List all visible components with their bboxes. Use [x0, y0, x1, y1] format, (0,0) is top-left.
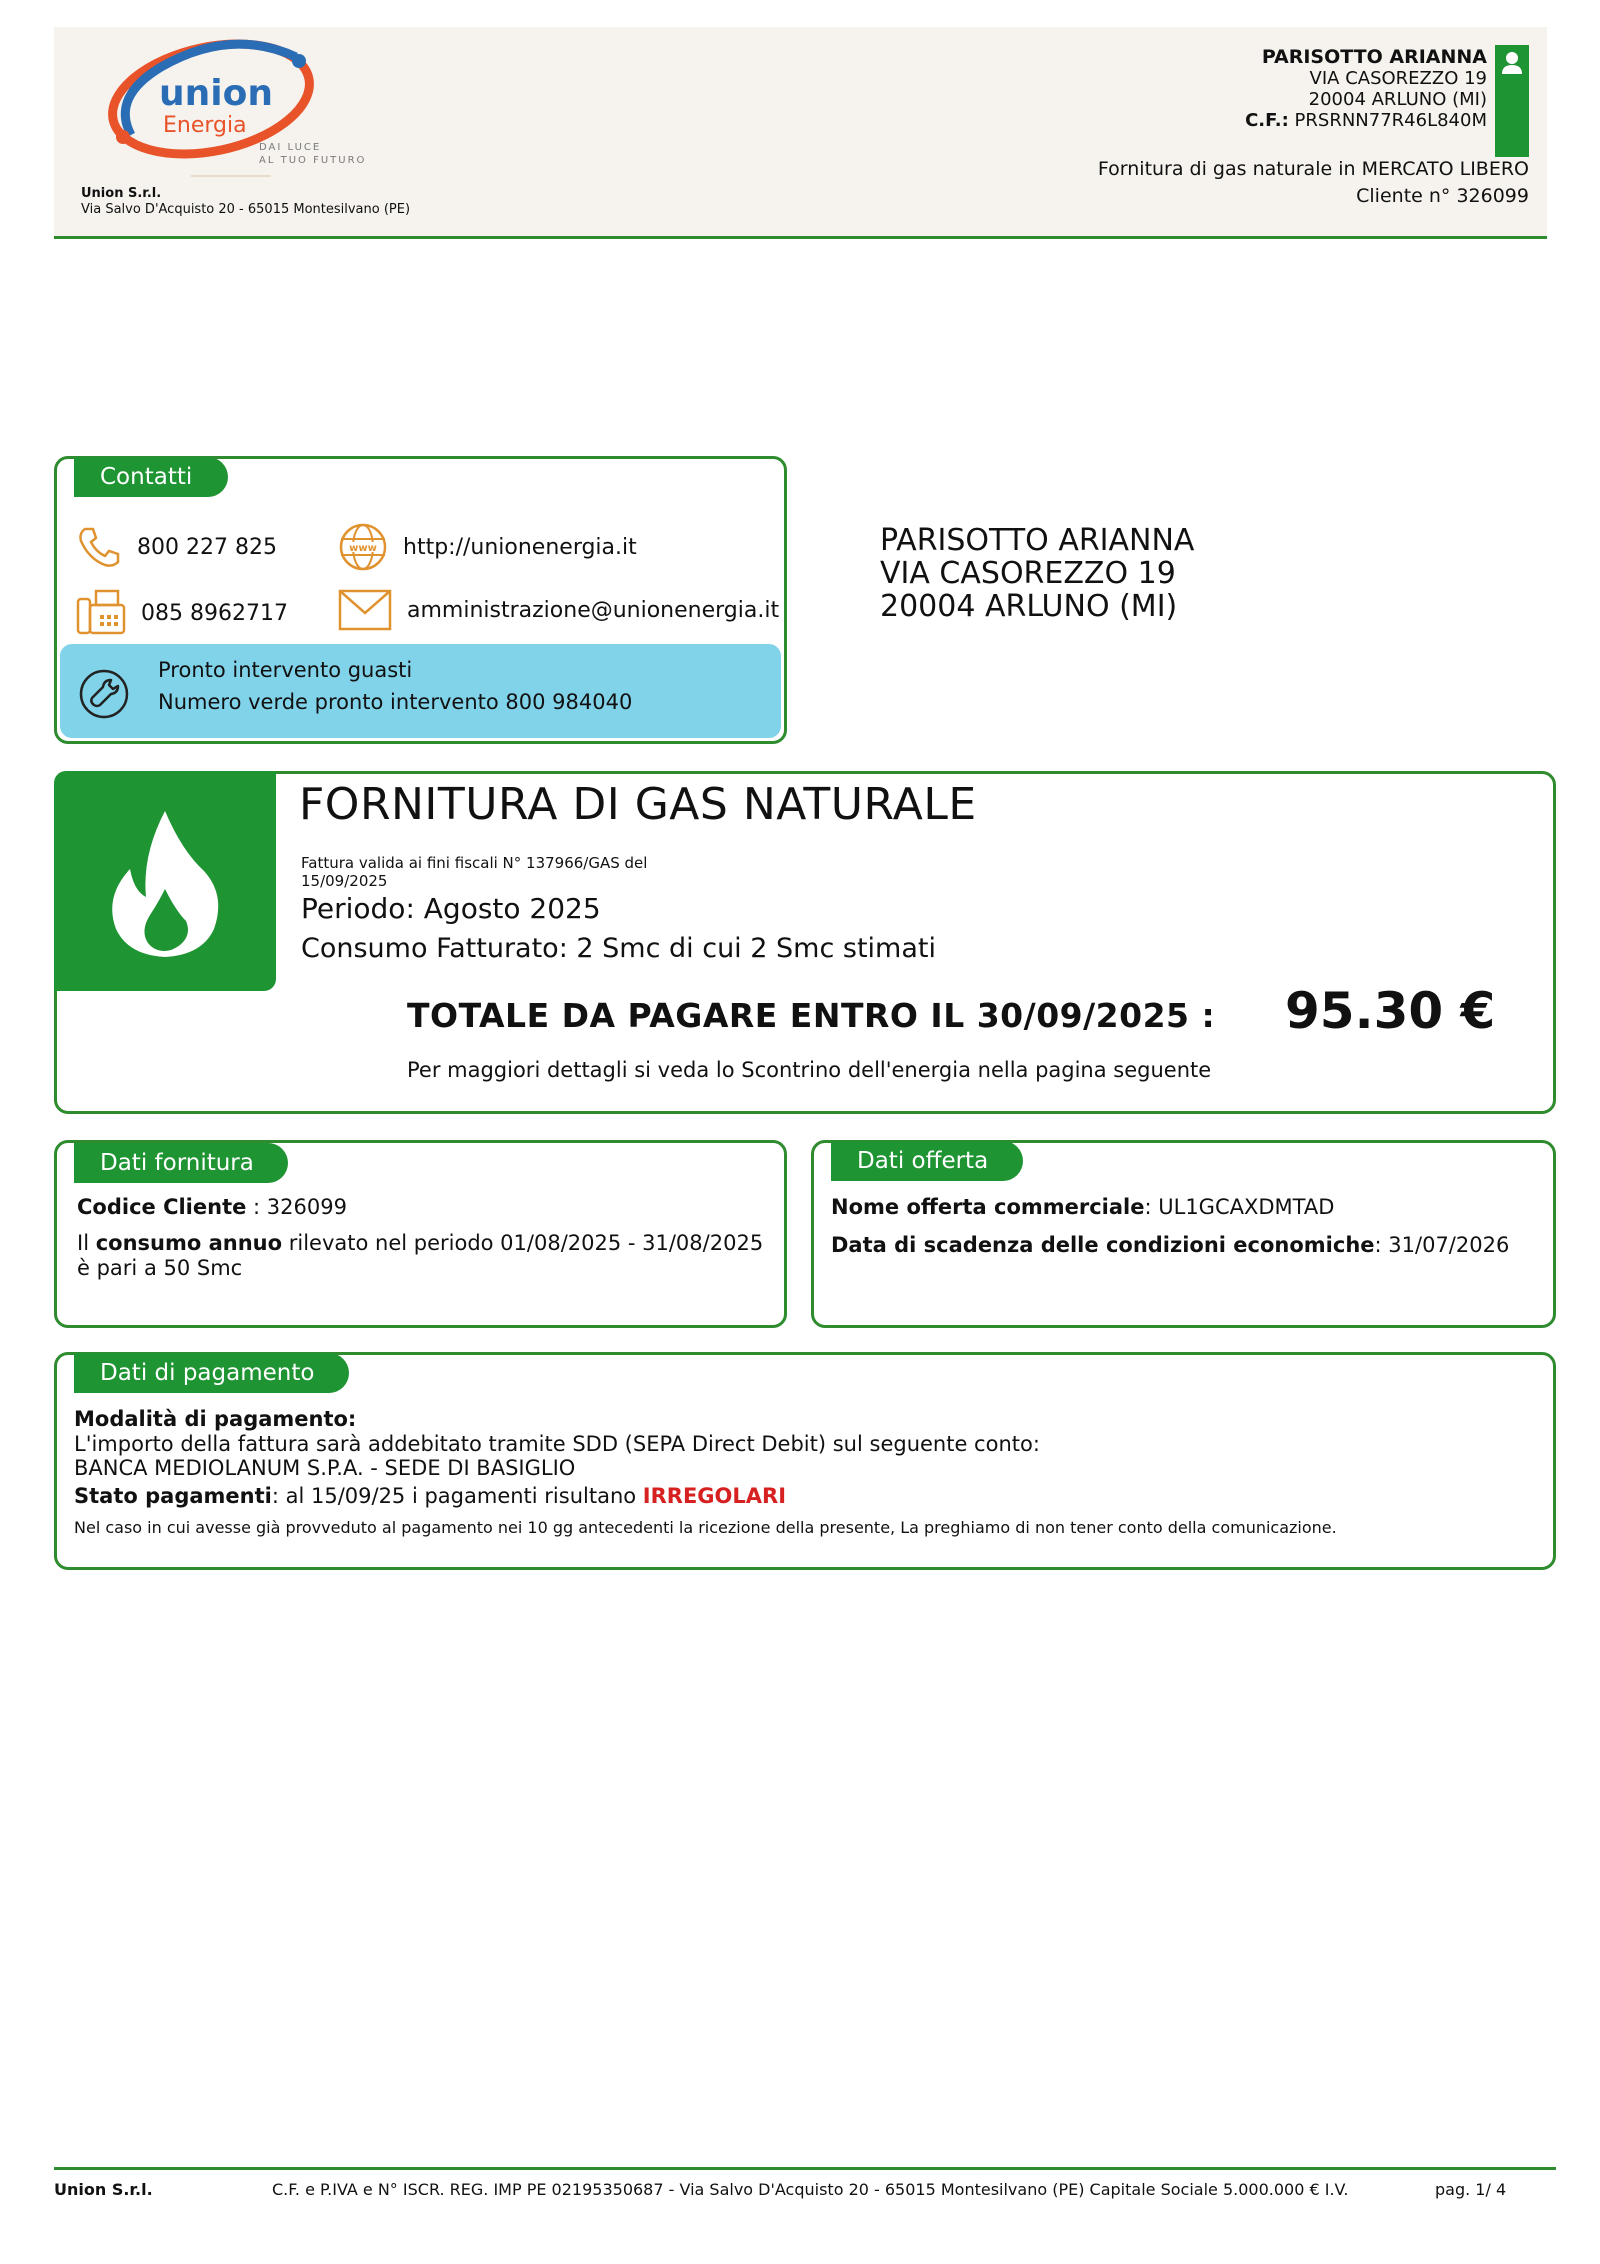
client-number: Cliente n° 326099: [1356, 185, 1529, 207]
supply-data-title: Dati fornitura: [74, 1143, 288, 1183]
wrench-icon: [78, 668, 130, 720]
logo-icon: [91, 27, 381, 187]
total-due-amount: 95.30 €: [1285, 982, 1496, 1040]
contact-fax[interactable]: 085 8962717: [75, 587, 288, 639]
flame-icon: [54, 771, 276, 991]
offer-data-box: [811, 1140, 1556, 1328]
customer-header: [1245, 47, 1487, 131]
customer-street: VIA CASOREZZO 19: [1309, 68, 1487, 89]
offer-name: Nome offerta commerciale: UL1GCAXDMTAD: [831, 1195, 1335, 1219]
offer-expiry: Data di scadenza delle condizioni economiche: 31/07/2026: [831, 1233, 1510, 1257]
details-note: Per maggiori dettagli si veda lo Scontrino dell'energia nella pagina seguente: [407, 1058, 1212, 1082]
company-address: Via Salvo D'Acquisto 20 - 65015 Montesilvano (PE): [81, 202, 411, 217]
payment-note: Nel caso in cui avesse già provveduto al pagamento nei 10 gg antecedenti la ricezione della presente, La preghiamo di non tener conto della comunicazione.: [74, 1518, 1337, 1537]
address-street: VIA CASOREZZO 19: [880, 556, 1176, 591]
supply-header: [1098, 156, 1529, 210]
logo-tagline-1: DAI LUCE: [259, 142, 322, 153]
invoice-meta: Fattura valida ai fini fiscali N° 137966/GAS del 15/09/2025: [301, 854, 648, 890]
logo-tagline-2: AL TUO FUTURO: [259, 155, 367, 166]
payment-data-title: Dati di pagamento: [74, 1353, 349, 1393]
page-number: pag. 1/ 4: [1435, 2180, 1507, 2199]
customer-cf: C.F.: PRSRNN77R46L840M: [1245, 110, 1487, 131]
company-name: Union S.r.l.: [81, 186, 162, 201]
fax-icon: [75, 587, 127, 639]
www-icon: [337, 521, 389, 573]
contact-email[interactable]: amministrazione@unionenergia.it: [337, 585, 779, 635]
billing-period: Periodo: Agosto 2025: [301, 892, 601, 925]
flame-badge: [54, 771, 276, 991]
emergency-banner: [60, 644, 781, 738]
contacts-box: [54, 456, 787, 744]
footer-divider: [54, 2167, 1556, 2170]
annual-consumption: Il consumo annuo rilevato nel periodo 01/08/2025 - 31/08/2025 è pari a 50 Smc: [77, 1231, 764, 1280]
customer-city: 20004 ARLUNO (MI): [1308, 89, 1487, 110]
address-name: PARISOTTO ARIANNA: [880, 523, 1195, 558]
person-badge: [1495, 45, 1529, 157]
supply-title: FORNITURA DI GAS NATURALE: [299, 779, 977, 830]
address-city: 20004 ARLUNO (MI): [880, 589, 1178, 624]
phone-icon: [75, 523, 123, 571]
emergency-title: Pronto intervento guasti: [158, 658, 413, 682]
customer-name: PARISOTTO ARIANNA: [1261, 46, 1487, 68]
contact-phone[interactable]: 800 227 825: [75, 523, 277, 571]
payment-status: Stato pagamenti: al 15/09/25 i pagamenti risultano IRREGOLARI: [74, 1484, 787, 1508]
supply-data-box: [54, 1140, 787, 1328]
svg-text:www: www: [349, 543, 377, 554]
client-code: Codice Cliente : 326099: [77, 1195, 347, 1219]
footer-company: Union S.r.l.: [54, 2180, 153, 2199]
supply-type: Fornitura di gas naturale in MERCATO LIBERO: [1097, 158, 1529, 180]
offer-data-title: Dati offerta: [831, 1141, 1023, 1181]
emergency-number: Numero verde pronto intervento 800 984040: [158, 690, 633, 714]
contacts-title: Contatti: [74, 457, 228, 497]
payment-mode-label: Modalità di pagamento:: [74, 1407, 357, 1431]
page-header: [54, 27, 1547, 239]
footer-legal: C.F. e P.IVA e N° ISCR. REG. IMP PE 02195350687 - Via Salvo D'Acquisto 20 - 65015 Montesilvano (PE) Capitale Sociale 5.000.000 € I.V.: [272, 2180, 1349, 2199]
logo-sub: Energia: [163, 113, 247, 138]
payment-data-box: [54, 1352, 1556, 1570]
mail-icon: [337, 585, 393, 635]
person-icon: [1495, 45, 1529, 85]
contact-website[interactable]: www http://unionenergia.it: [337, 521, 637, 573]
mailing-address: [880, 524, 1194, 623]
payment-bank: BANCA MEDIOLANUM S.P.A. - SEDE DI BASIGLIO: [74, 1456, 576, 1480]
payment-mode-text: L'importo della fattura sarà addebitato tramite SDD (SEPA Direct Debit) sul seguente conto:: [74, 1432, 1040, 1456]
logo-word: union: [159, 73, 273, 114]
company-info: [81, 186, 410, 218]
payment-status-value: IRREGOLARI: [642, 1484, 787, 1508]
billed-consumption: Consumo Fatturato: 2 Smc di cui 2 Smc stimati: [301, 933, 936, 964]
total-due-label: TOTALE DA PAGARE ENTRO IL 30/09/2025 :: [407, 996, 1216, 1035]
supply-summary-box: [54, 771, 1556, 1114]
